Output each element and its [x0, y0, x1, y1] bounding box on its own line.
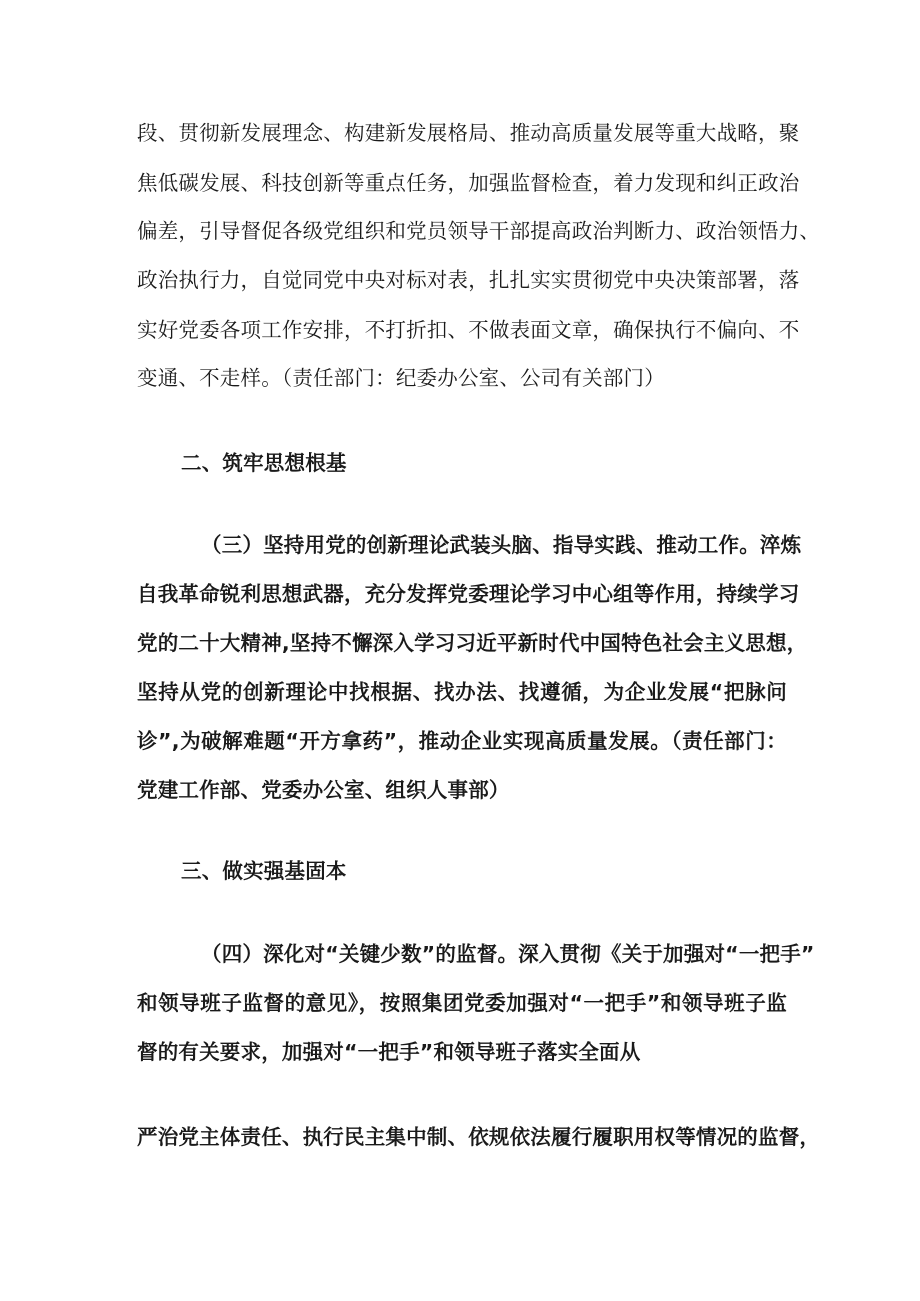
paragraph-1-line-1: 段、贯彻新发展理念、构建新发展格局、推动高质量发展等重大战略，聚: [137, 121, 800, 145]
paragraph-3-line-2: 自我革命锐利思想武器，充分发挥党委理论学习中心组等作用，持续学习: [137, 582, 800, 606]
paragraph-1-line-5: 实好党委各项工作安排，不打折扣、不做表面文章，确保执行不偏向、不: [137, 318, 800, 342]
paragraph-3-line-1: （三）坚持用党的创新理论武装头脑、指导实践、推动工作。淬炼: [201, 533, 802, 557]
paragraph-1-line-3: 偏差，引导督促各级党组织和党员领导干部提高政治判断力、政治领悟力、: [137, 219, 821, 243]
paragraph-1-line-2: 焦低碳发展、科技创新等重点任务，加强监督检查，着力发现和纠正政治: [137, 171, 800, 195]
paragraph-1-line-6: 变通、不走样。（责任部门：纪委办公室、公司有关部门）: [137, 366, 665, 390]
section-heading-2: 二、筑牢思想根基: [181, 451, 347, 475]
paragraph-4-line-2: 和领导班子监督的意见》，按照集团党委加强对“一把手”和领导班子监: [137, 991, 787, 1015]
paragraph-5-line-1: 严治党主体责任、执行民主集中制、依规依法履行履职用权等情况的监督，: [137, 1125, 821, 1149]
paragraph-4-line-3: 督的有关要求，加强对“一把手”和领导班子落实全面从: [137, 1040, 641, 1064]
paragraph-3-line-6: 党建工作部、党委办公室、组织人事部）: [137, 778, 510, 802]
paragraph-4-line-1: （四）深化对“关键少数”的监督。深入贯彻《关于加强对“一把手”: [201, 942, 815, 966]
paragraph-3-line-3: 党的二十大精神,坚持不懈深入学习习近平新时代中国特色社会主义思想，: [137, 631, 808, 655]
paragraph-1-line-4: 政治执行力，自觉同党中央对标对表，扎扎实实贯彻党中央决策部署，落: [137, 268, 800, 292]
paragraph-3-line-5: 诊”,为破解难题“开方拿药”，推动企业实现高质量发展。（责任部门：: [137, 729, 787, 753]
section-heading-3: 三、做实强基固本: [181, 859, 347, 883]
paragraph-3-line-4: 坚持从党的创新理论中找根据、找办法、找遵循，为企业发展“把脉问: [137, 680, 787, 704]
